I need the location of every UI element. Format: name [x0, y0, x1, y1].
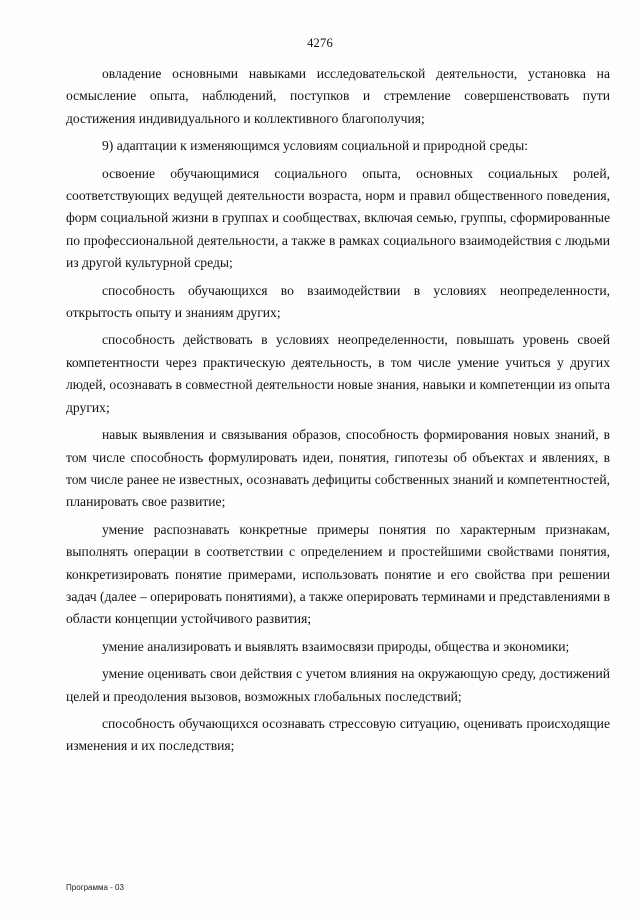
paragraph: способность обучающихся осознавать стрессовую ситуацию, оценивать происходящие изменения и их последствия; [66, 715, 610, 754]
paragraph: способность действовать в условиях неопределенности, повышать уровень своей компетентности через практическую деятельность, в том числе умение учиться у других людей, осознавать в совместной деятельности новые знания, навыки и компетенции из опыта других; [66, 332, 610, 415]
paragraph: умение оценивать свои действия с учетом влияния на окружающую среду, достижений целей и преодоления вызовов, возможных глобальных последствий; [66, 666, 610, 704]
paragraph: умение распознавать конкретные примеры понятия по характерным признакам, выполнять операции в соответствии с определением и простейшими свойствами понятия, конкретизировать понятие примерами, использовать понятие и его свойства при решении задач (далее – оперировать понятиями), а также оперировать терминами и представлениями в области концепции устойчивого развития; [66, 521, 610, 627]
page-number: 4276 [307, 36, 333, 50]
body-text [66, 63, 610, 763]
paragraph: навык выявления и связывания образов, способность формирования новых знаний, в том числе способность формулировать идеи, понятия, гипотезы об объектах и явлениях, в том числе ранее не известных, осознавать дефициты собственных знаний и компетентностей, планировать свое развитие; [66, 427, 610, 510]
footer-label: Программа - 03 [66, 883, 124, 892]
paragraph: умение анализировать и выявлять взаимосвязи природы, общества и экономики; [102, 638, 570, 654]
paragraph: способность обучающихся во взаимодействии в условиях неопределенности, открытость опыту и знаниям других; [66, 282, 610, 321]
paragraph: овладение основными навыками исследовательской деятельности, установка на осмысление опыта, наблюдений, поступков и стремление совершенствовать пути достижения индивидуального и коллективного благополучия; [66, 66, 610, 126]
paragraph: освоение обучающимися социального опыта, основных социальных ролей, соответствующих ведущей деятельности возраста, норм и правил общественного поведения, форм социальной жизни в группах и сообществах, включая семью, группы, сформированные по профессиональной деятельности, а также в рамках социального взаимодействия с людьми из другой культурной среды; [66, 165, 610, 271]
paragraph: 9) адаптации к изменяющимся условиям социальной и природной среды: [102, 138, 528, 154]
